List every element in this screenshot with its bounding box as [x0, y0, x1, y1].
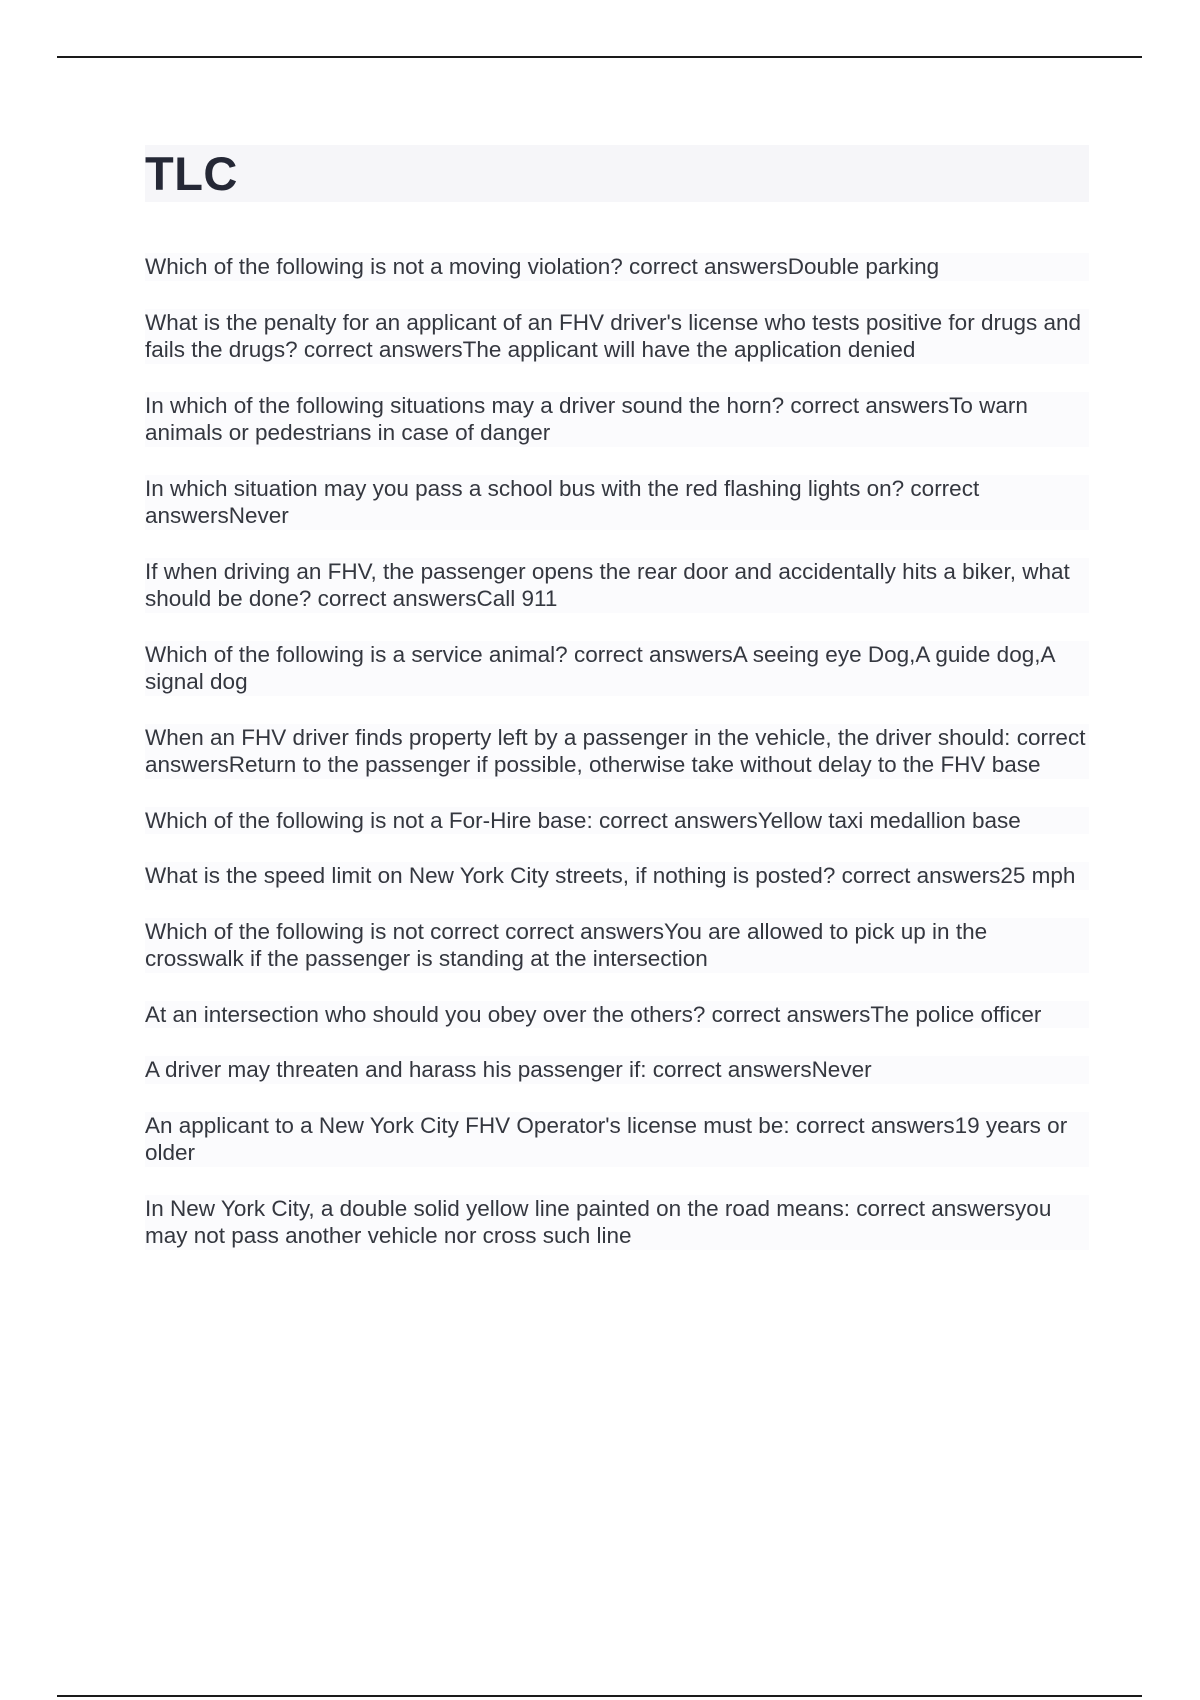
qa-item-1: Which of the following is not a moving violation? correct answersDouble parking — [145, 253, 1089, 281]
bottom-divider — [57, 1695, 1142, 1697]
qa-item-5: If when driving an FHV, the passenger opens the rear door and accidentally hits a biker, what should be done? correct answersCall 911 — [145, 558, 1089, 613]
qa-item-13: An applicant to a New York City FHV Operator's license must be: correct answers19 years or older — [145, 1112, 1089, 1167]
qa-item-4: In which situation may you pass a school bus with the red flashing lights on? correct answersNever — [145, 475, 1089, 530]
qa-item-12: A driver may threaten and harass his passenger if: correct answersNever — [145, 1056, 1089, 1084]
qa-item-14: In New York City, a double solid yellow line painted on the road means: correct answersyou may not pass another vehicle nor cross such line — [145, 1195, 1089, 1250]
qa-item-11: At an intersection who should you obey over the others? correct answersThe police officer — [145, 1001, 1089, 1029]
title-block — [145, 145, 1089, 202]
qa-item-7: When an FHV driver finds property left by a passenger in the vehicle, the driver should: correct answersReturn to the passenger if possible, otherwise take without delay to the FHV base — [145, 724, 1089, 779]
page-title: TLC — [145, 147, 238, 200]
document-content — [145, 145, 1089, 1278]
qa-item-2: What is the penalty for an applicant of an FHV driver's license who tests positive for drugs and fails the drugs? correct answersThe applicant will have the application denied — [145, 309, 1089, 364]
qa-item-8: Which of the following is not a For-Hire base: correct answersYellow taxi medallion base — [145, 807, 1089, 835]
qa-item-10: Which of the following is not correct correct answersYou are allowed to pick up in the crosswalk if the passenger is standing at the intersection — [145, 918, 1089, 973]
qa-item-6: Which of the following is a service animal? correct answersA seeing eye Dog,A guide dog,A signal dog — [145, 641, 1089, 696]
qa-list — [145, 253, 1089, 1250]
qa-item-3: In which of the following situations may a driver sound the horn? correct answersTo warn animals or pedestrians in case of danger — [145, 392, 1089, 447]
qa-item-9: What is the speed limit on New York City streets, if nothing is posted? correct answers25 mph — [145, 862, 1089, 890]
top-divider — [57, 56, 1142, 58]
